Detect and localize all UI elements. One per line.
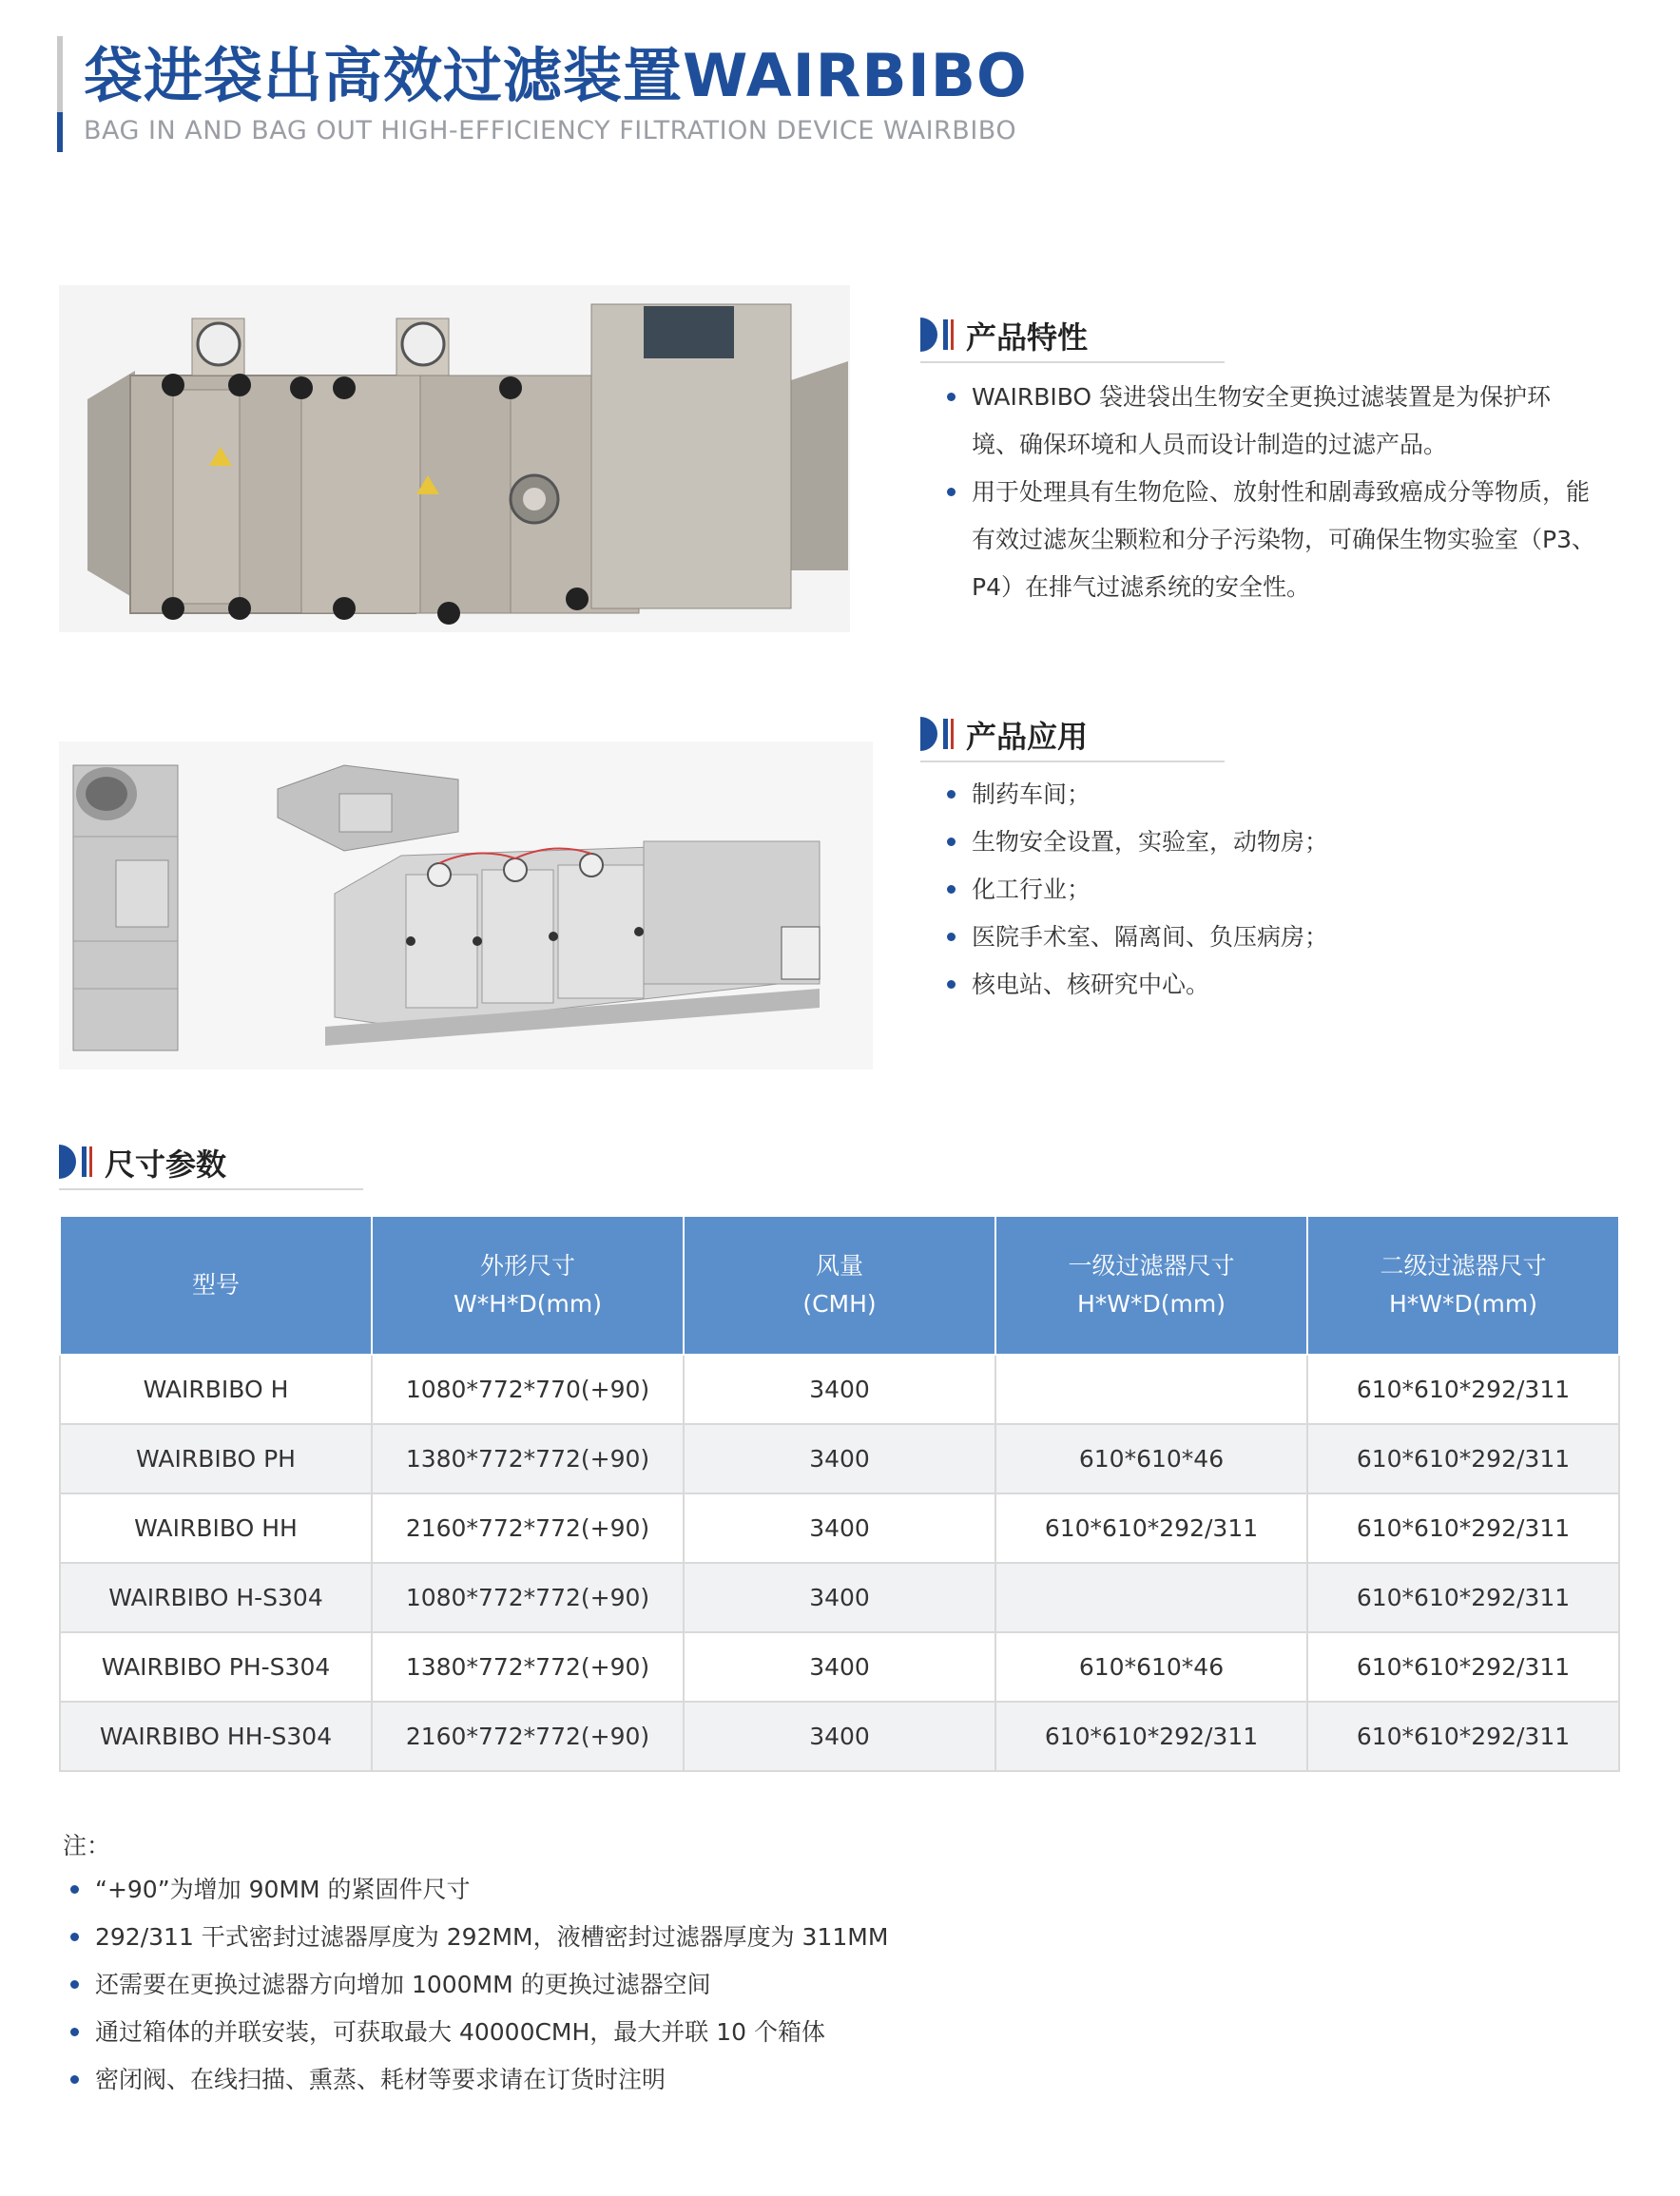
column-header-primary-filter: 一级过滤器尺寸 H*W*D(mm)	[995, 1216, 1307, 1355]
applications-heading	[920, 713, 1225, 755]
application-item: 制药车间；	[939, 771, 1624, 819]
note-item: 还需要在更换过滤器方向增加 1000MM 的更换过滤器空间	[63, 1961, 1584, 2009]
product-photo-main	[59, 285, 850, 632]
cell-secondary-filter: 610*610*292/311	[1307, 1563, 1619, 1632]
applications-title: 产品应用	[966, 719, 1089, 755]
note-item: 密闭阀、在线扫描、熏蒸、耗材等要求请在订货时注明	[63, 2056, 1584, 2104]
cell-model: WAIRBIBO PH	[60, 1424, 372, 1493]
section-marker-icon	[59, 1145, 91, 1179]
cell-airflow: 3400	[684, 1702, 995, 1771]
cell-dimensions: 2160*772*772(+90)	[372, 1493, 684, 1563]
cell-primary-filter: 610*610*46	[995, 1424, 1307, 1493]
application-item: 生物安全设置，实验室，动物房；	[939, 819, 1624, 866]
column-header-dimensions: 外形尺寸 W*H*D(mm)	[372, 1216, 684, 1355]
notes-list	[63, 1866, 1584, 2104]
table-row	[60, 1493, 1619, 1563]
section-marker-icon	[920, 717, 953, 751]
cell-primary-filter	[995, 1355, 1307, 1424]
cell-secondary-filter: 610*610*292/311	[1307, 1355, 1619, 1424]
cell-airflow: 3400	[684, 1563, 995, 1632]
cell-secondary-filter: 610*610*292/311	[1307, 1632, 1619, 1702]
column-header-model: 型号	[60, 1216, 372, 1355]
table-row	[60, 1355, 1619, 1424]
cell-primary-filter: 610*610*46	[995, 1632, 1307, 1702]
table-header-row	[60, 1216, 1619, 1355]
application-item: 核电站、核研究中心。	[939, 961, 1624, 1009]
specs-divider	[59, 1188, 363, 1190]
feature-item: 用于处理具有生物危险、放射性和剧毒致癌成分等物质，能 有效过滤灰尘颗粒和分子污染物，可确保生物实验室（P3、 P4）在排气过滤系统的安全性。	[939, 469, 1624, 611]
application-item: 医院手术室、隔离间、负压病房；	[939, 914, 1624, 961]
cell-airflow: 3400	[684, 1355, 995, 1424]
section-marker-icon	[920, 318, 953, 352]
cell-dimensions: 1080*772*772(+90)	[372, 1563, 684, 1632]
specs-title: 尺寸参数	[105, 1146, 227, 1183]
note-item: 292/311 干式密封过滤器厚度为 292MM，液槽密封过滤器厚度为 311MM	[63, 1914, 1584, 1961]
cell-dimensions: 1380*772*772(+90)	[372, 1632, 684, 1702]
cell-airflow: 3400	[684, 1493, 995, 1563]
product-photo-variants	[59, 742, 873, 1069]
cell-model: WAIRBIBO H-S304	[60, 1563, 372, 1632]
table-row	[60, 1424, 1619, 1493]
specs-heading	[59, 1141, 363, 1183]
cell-model: WAIRBIBO HH	[60, 1493, 372, 1563]
applications-list	[939, 771, 1624, 1009]
title-accent-bar	[57, 36, 63, 112]
cell-secondary-filter: 610*610*292/311	[1307, 1424, 1619, 1493]
table-row	[60, 1632, 1619, 1702]
spec-table	[59, 1215, 1620, 1772]
cell-model: WAIRBIBO PH-S304	[60, 1632, 372, 1702]
cell-secondary-filter: 610*610*292/311	[1307, 1493, 1619, 1563]
feature-item: WAIRBIBO 袋进袋出生物安全更换过滤装置是为保护环 境、确保环境和人员而设计制造的过滤产品。	[939, 374, 1624, 469]
features-title: 产品特性	[966, 319, 1089, 356]
cell-airflow: 3400	[684, 1632, 995, 1702]
application-item: 化工行业；	[939, 866, 1624, 914]
column-header-secondary-filter: 二级过滤器尺寸 H*W*D(mm)	[1307, 1216, 1619, 1355]
cell-airflow: 3400	[684, 1424, 995, 1493]
note-item: “+90”为增加 90MM 的紧固件尺寸	[63, 1866, 1584, 1914]
cell-dimensions: 1380*772*772(+90)	[372, 1424, 684, 1493]
table-row	[60, 1702, 1619, 1771]
cell-model: WAIRBIBO HH-S304	[60, 1702, 372, 1771]
cell-secondary-filter: 610*610*292/311	[1307, 1702, 1619, 1771]
page-title: 袋进袋出高效过滤装置WAIRBIBO	[84, 41, 1028, 110]
table-row	[60, 1563, 1619, 1632]
cell-dimensions: 1080*772*770(+90)	[372, 1355, 684, 1424]
features-heading	[920, 314, 1225, 356]
features-list	[939, 374, 1624, 611]
note-item: 通过箱体的并联安装，可获取最大 40000CMH，最大并联 10 个箱体	[63, 2009, 1584, 2056]
cell-primary-filter: 610*610*292/311	[995, 1493, 1307, 1563]
subtitle-accent-bar	[57, 112, 63, 152]
features-divider	[920, 361, 1225, 363]
page-subtitle: BAG IN AND BAG OUT HIGH-EFFICIENCY FILTRATION DEVICE WAIRBIBO	[84, 116, 1017, 145]
cell-dimensions: 2160*772*772(+90)	[372, 1702, 684, 1771]
cell-model: WAIRBIBO H	[60, 1355, 372, 1424]
cell-primary-filter	[995, 1563, 1307, 1632]
cell-primary-filter: 610*610*292/311	[995, 1702, 1307, 1771]
column-header-airflow: 风量 (CMH)	[684, 1216, 995, 1355]
applications-divider	[920, 761, 1225, 762]
notes-label: 注：	[63, 1832, 111, 1859]
